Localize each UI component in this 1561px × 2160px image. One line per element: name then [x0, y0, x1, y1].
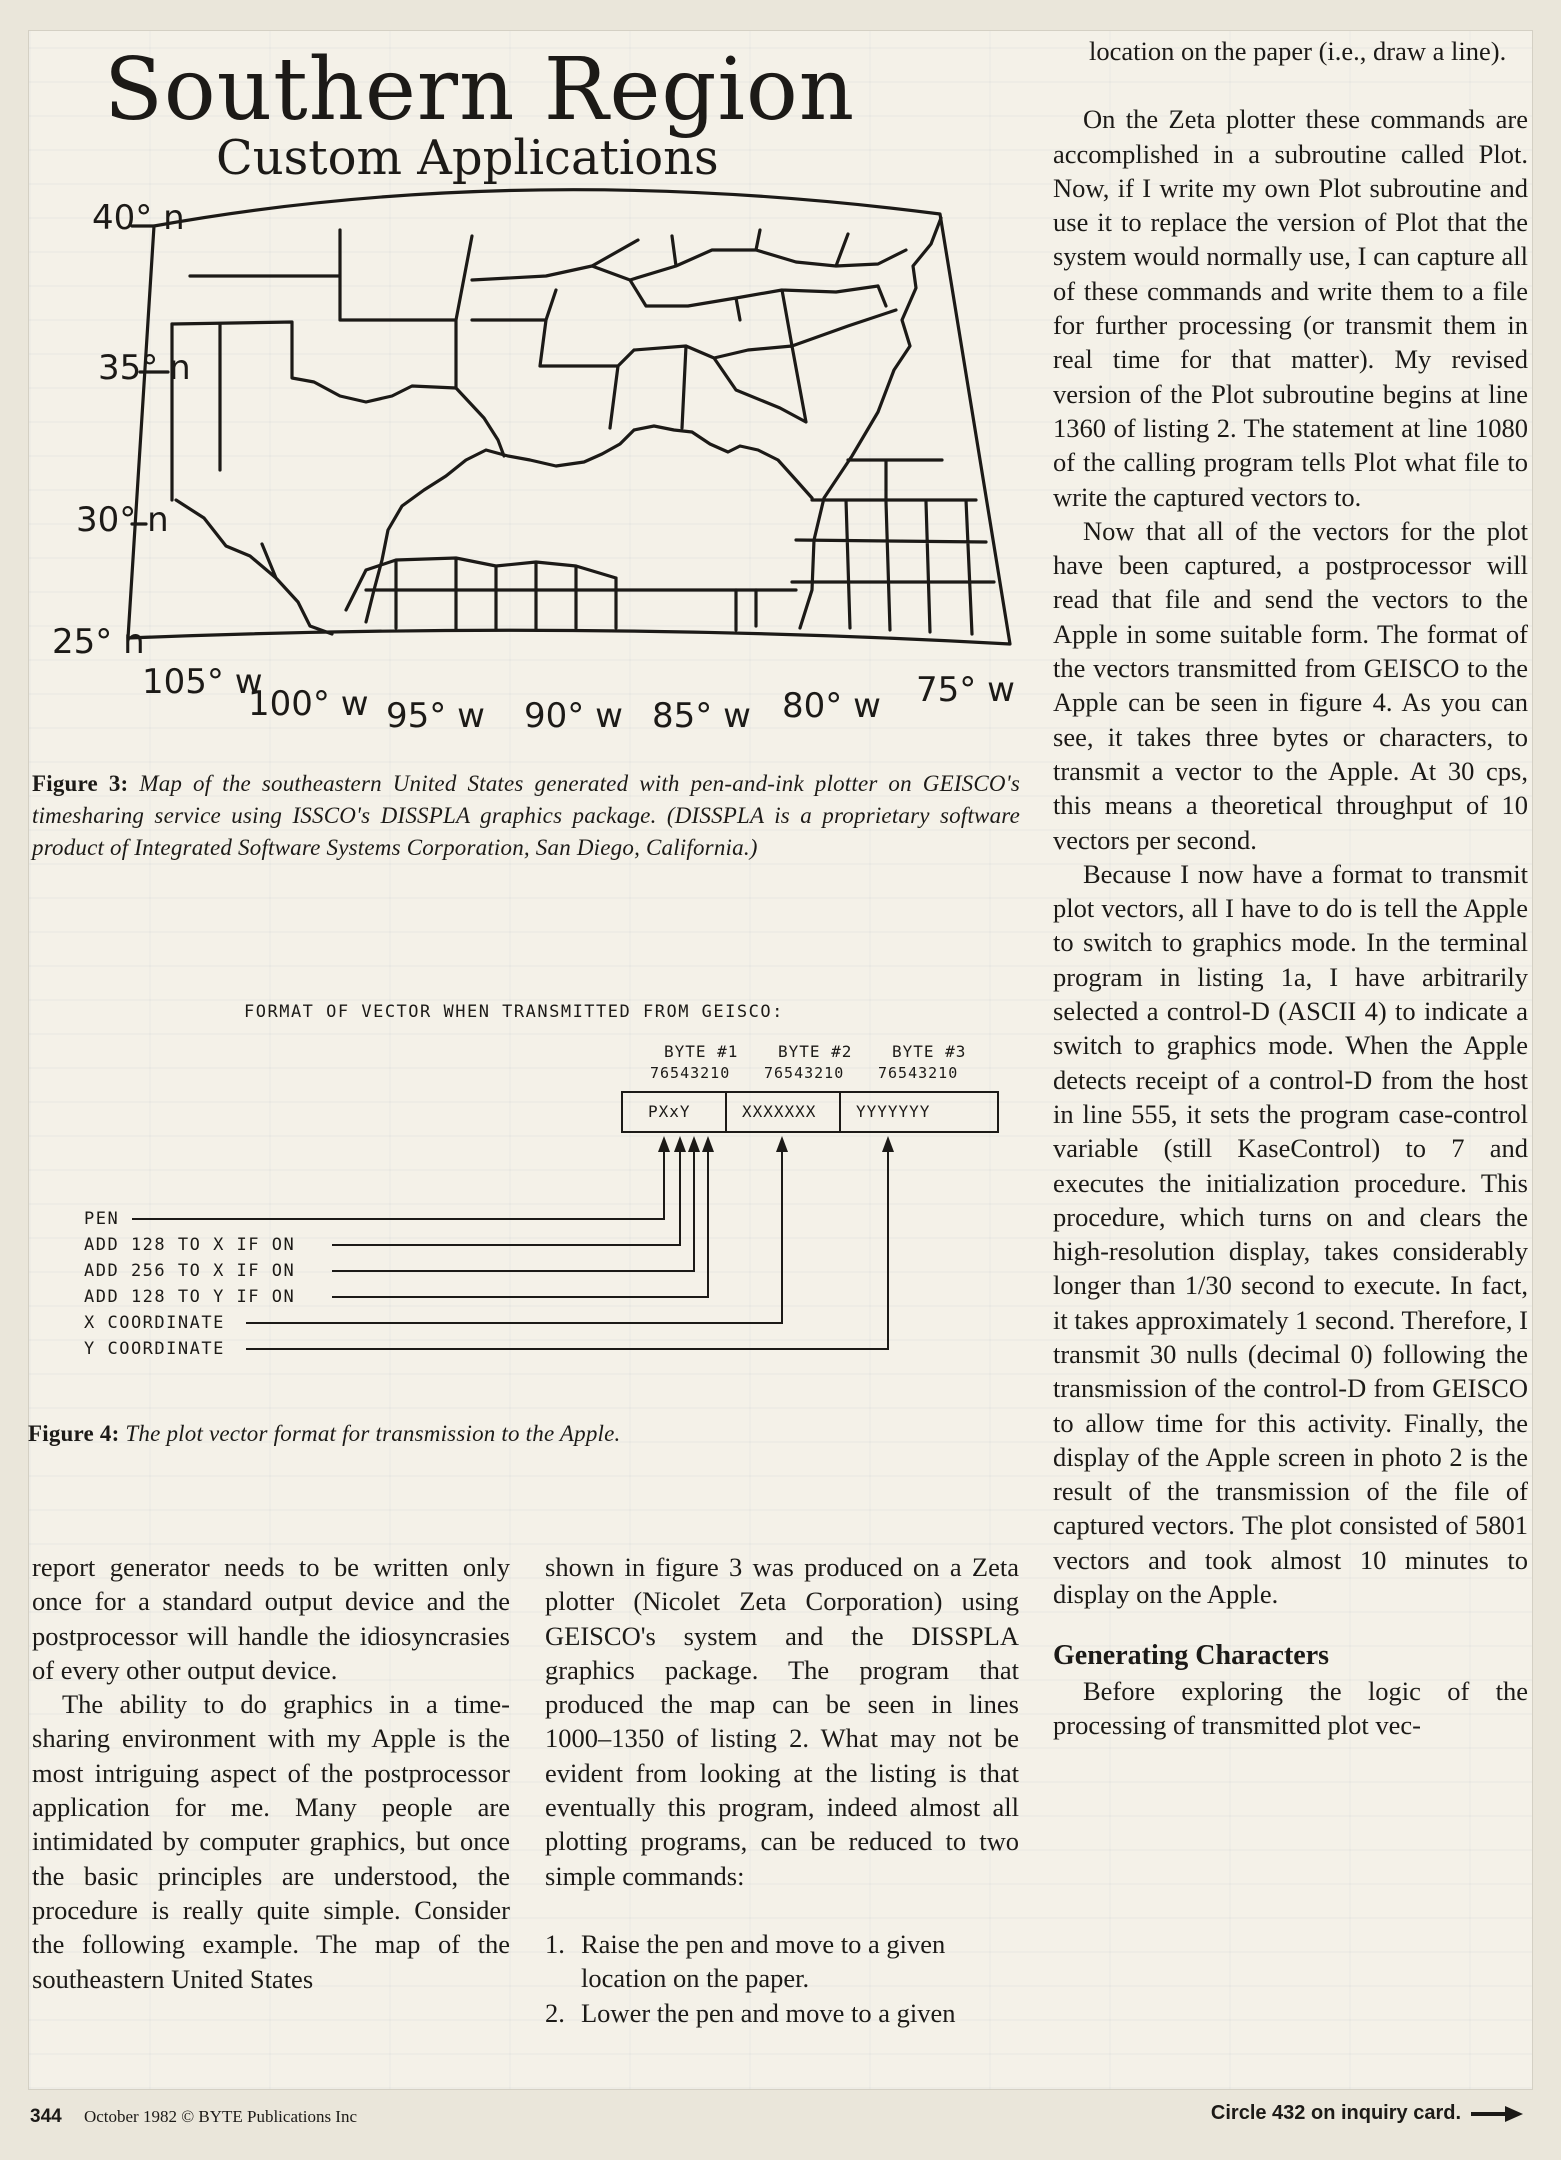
- paragraph: report generator needs to be written only once for a standard output device and the postprocessor will handle the idiosyncrasies of every other output device.: [32, 1552, 510, 1685]
- section-heading: Generating Characters: [1053, 1640, 1330, 1672]
- byte-1-label: BYTE #1: [664, 1042, 739, 1061]
- arrow-right-icon: [1469, 2104, 1525, 2124]
- signal-pen: PEN: [84, 1209, 120, 1229]
- longitude-label-85: 85° w: [652, 696, 751, 736]
- paragraph: Now that all of the vectors for the plot have been captured, a postprocessor will read that file and send the vectors to the Apple in some suitable form. The format of the vectors transmitted from GEISCO to the Apple can be seen in figure 4. As you can see, it takes three bytes or characters, to transmit a vector to the Apple. At 30 cps, this means a theoretical throughput of 10 vectors per second.: [1053, 515, 1528, 855]
- inquiry-text: Circle 432 on inquiry card.: [1210, 2102, 1461, 2124]
- page-number: 344: [30, 2106, 62, 2127]
- longitude-label-80: 80° w: [782, 686, 881, 726]
- paragraph: Before exploring the logic of the processing of transmitted plot vec-: [1053, 1675, 1528, 1740]
- figure-4-caption-text: The plot vector format for transmission to the Apple.: [125, 1421, 621, 1446]
- paragraph: shown in figure 3 was produced on a Zeta plotter (Nicolet Zeta Corporation) using GEISCO's system and the DISSPLA graphics package. The program that produced the map can be seen in lines 1000–1350 of listing 2. What may not be evident from looking at the listing is that eventually this program, indeed almost all plotting programs, can be reduced to two simple commands:: [545, 1552, 1019, 1891]
- map-subtitle: Custom Applications: [216, 130, 719, 186]
- byte-1-bits: 76543210: [650, 1064, 731, 1082]
- map-title: Southern Region: [104, 40, 856, 140]
- figure-4-caption: [28, 1418, 928, 1450]
- page-footer: [30, 2106, 357, 2128]
- signal-add-128-y: ADD 128 TO Y IF ON: [84, 1287, 296, 1307]
- byte-3-label: BYTE #3: [892, 1042, 967, 1061]
- longitude-label-75: 75° w: [916, 670, 1015, 710]
- figure-4-caption-label: Figure 4:: [28, 1421, 120, 1446]
- figure-4-diagram: [36, 990, 1036, 1410]
- figure-3-caption-label: Figure 3:: [32, 771, 129, 796]
- longitude-label-105: 105° w: [142, 662, 263, 702]
- signal-add-256-x: ADD 256 TO X IF ON: [84, 1261, 296, 1281]
- byte-3-cell: YYYYYYY: [856, 1102, 931, 1121]
- list-number: 2.: [545, 1997, 565, 2028]
- byte-1-cell: PXxY: [648, 1102, 691, 1121]
- figure-3-caption: [32, 768, 1020, 864]
- byte-2-cell: XXXXXXX: [742, 1102, 817, 1121]
- list-item: [545, 1996, 1019, 2030]
- latitude-label-35: 35° n: [98, 348, 191, 388]
- figure-3-map: [36, 30, 1036, 750]
- longitude-label-90: 90° w: [524, 696, 623, 736]
- signal-add-128-x: ADD 128 TO X IF ON: [84, 1235, 296, 1255]
- paragraph: The ability to do graphics in a time-sharing environment with my Apple is the most intriguing aspect of the postprocessor application for me. Many people are intimidated by computer graphics, but once the basic principles are understood, the procedure is really quite simple. Consider the following example. The map of the southeastern United States: [32, 1689, 510, 1994]
- latitude-label-40: 40° n: [92, 198, 185, 238]
- paragraph: On the Zeta plotter these commands are accomplished in a subroutine called Plot. Now, if I write my own Plot subroutine and use it to replace the version of Plot that the system would normally use, I can capture all of these commands and write them to a file for further processing (or transmit them in real time for that matter). My revised version of the Plot subroutine begins at line 1360 of listing 2. The statement at line 1080 of the calling program tells Plot what file to write the captured vectors to.: [1053, 104, 1528, 512]
- latitude-label-30: 30° n: [76, 500, 169, 540]
- byte-3-bits: 76543210: [878, 1064, 959, 1082]
- article-column-middle: [545, 1550, 1019, 2030]
- list-text: Raise the pen and move to a given location on the paper.: [581, 1928, 946, 1994]
- signal-x-coordinate: X COORDINATE: [84, 1313, 225, 1333]
- byte-2-label: BYTE #2: [778, 1042, 853, 1061]
- list-number: 1.: [545, 1928, 565, 1959]
- figure-3-caption-text: Map of the southeastern United States generated with pen-and-ink plotter on GEISCO's timesharing service using ISSCO's DISSPLA graphics package. (DISSPLA is a proprietary software product of Integrated Software Systems Corporation, San Diego, California.): [32, 771, 1020, 860]
- paragraph: Because I now have a format to transmit plot vectors, all I have to do is tell the Apple to switch to graphics mode. In the terminal program in listing 1a, I have arbitrarily selected a control-D (ASCII 4) to indicate a switch to graphics mode. When the Apple detects receipt of a control-D from the host in line 555, it sets the program case-control variable (still KaseControl) to 7 and executes the initialization procedure. This procedure, which turns on and clears the high-resolution display, takes considerably longer than 1/30 second to execute. In fact, it takes approximately 1 second. Therefore, I transmit 30 nulls (decimal 0) following the transmission of the control-D from GEISCO to allow time for this activity. Finally, the display of the Apple screen in photo 2 is the result of the transmission of the file of captured vectors. The plot consisted of 5801 vectors and took almost 10 minutes to display on the Apple.: [1053, 858, 1528, 1610]
- inquiry-note: [1211, 2102, 1525, 2125]
- longitude-label-95: 95° w: [386, 696, 485, 736]
- list-text: Lower the pen and move to a given: [581, 1997, 956, 2028]
- issue-credit: October 1982 © BYTE Publications Inc: [83, 2107, 358, 2126]
- longitude-label-100: 100° w: [248, 684, 369, 724]
- vector-format-title: FORMAT OF VECTOR WHEN TRANSMITTED FROM GEISCO:: [244, 1002, 784, 1022]
- byte-2-bits: 76543210: [764, 1064, 845, 1082]
- article-column-right: [1053, 34, 1528, 1742]
- article-column-left: [32, 1550, 510, 1996]
- latitude-label-25: 25° n: [52, 622, 145, 662]
- list-item: [545, 1927, 1019, 1996]
- paragraph: location on the paper (i.e., draw a line).: [1089, 36, 1507, 66]
- signal-y-coordinate: Y COORDINATE: [84, 1339, 225, 1359]
